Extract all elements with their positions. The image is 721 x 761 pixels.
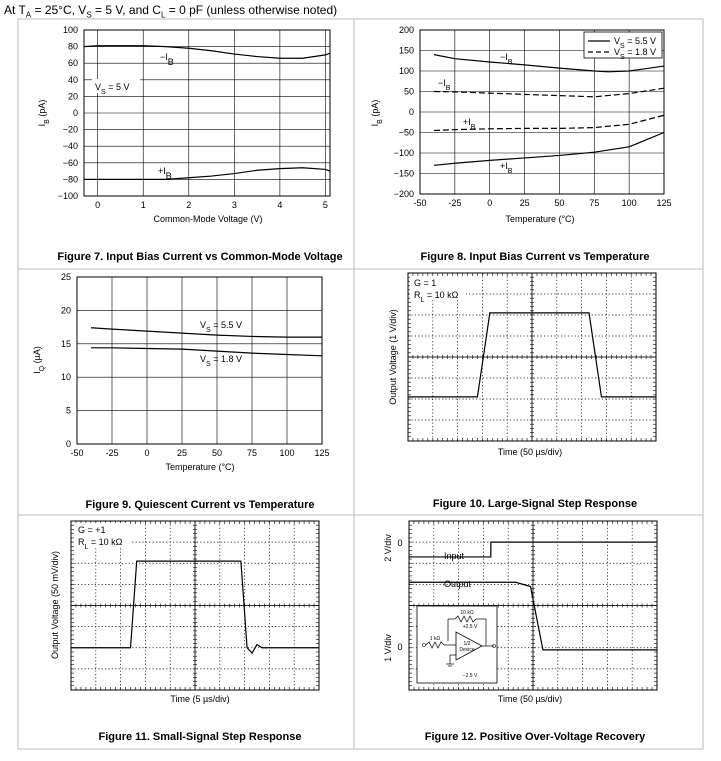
opamp-label: 1/2	[463, 641, 471, 647]
x-tick-label: 100	[621, 198, 637, 208]
x-axis-label: Time (50 µs/div)	[497, 447, 563, 457]
y-tick-label: 200	[398, 25, 414, 35]
chart-fig8	[370, 25, 672, 263]
y-tick-label: 25	[60, 272, 71, 282]
x-tick-label: 75	[589, 198, 600, 208]
x-tick-label: 2	[186, 200, 192, 210]
series-line	[434, 133, 664, 166]
chart-fig7	[37, 25, 343, 263]
y-axis-label: Output Voltage (1 V/div)	[388, 309, 398, 405]
series-label: $V_S = 1.8$ V	[200, 354, 242, 368]
x-tick-label: 0	[487, 198, 493, 208]
y-tick-label: 15	[60, 338, 71, 349]
zero-marker: 0	[397, 538, 403, 548]
series-line	[434, 88, 664, 97]
y-axis-label: 1 V/div	[383, 634, 393, 662]
series-label: $+I_B$	[500, 161, 513, 175]
y-tick-label: 10	[60, 372, 71, 383]
y-tick-label: −20	[62, 124, 78, 135]
x-tick-label: 125	[656, 198, 672, 208]
y-tick-label: 40	[67, 74, 78, 85]
label-plus-ib: $+I_B$	[158, 166, 172, 181]
x-axis-label: Time (50 µs/div)	[497, 694, 563, 704]
x-tick-label: -50	[413, 198, 427, 208]
chart-fig12	[383, 521, 657, 743]
x-tick-label: 5	[322, 200, 328, 210]
chart-fig10	[388, 273, 656, 510]
annotation-load: $R_L = 10$ kΩ	[414, 290, 459, 304]
y-tick-label: 80	[67, 41, 78, 52]
figure-caption: Figure 12. Positive Over-Voltage Recovery	[424, 731, 646, 743]
series-label: $-I_B$	[438, 78, 451, 92]
page-header: At $T_A = 25^\circ C$, $V_S = 5$ V, and $C_L = 0$ pF (unless otherwise noted)	[4, 3, 338, 20]
x-tick-label: 1	[140, 200, 146, 210]
series-line	[84, 46, 330, 58]
figure-caption: Figure 7. Input Bias Current vs Common-Mode Voltage	[57, 251, 343, 263]
x-tick-label: 25	[176, 448, 188, 458]
x-tick-label: 75	[246, 448, 258, 458]
x-tick-label: 0	[95, 200, 101, 210]
x-tick-label: -25	[448, 198, 462, 208]
y-tick-label: −100	[57, 191, 78, 201]
series-line	[91, 348, 322, 356]
series-label: $+I_B$	[463, 117, 476, 131]
trace-label-output: Output	[444, 579, 472, 589]
figure-caption: Figure 11. Small-Signal Step Response	[98, 731, 302, 743]
zero-marker: 0	[397, 642, 403, 652]
x-axis-label: Temperature (°C)	[505, 214, 575, 224]
y-tick-label: −150	[393, 168, 414, 179]
y-tick-label: −40	[62, 141, 78, 152]
series-line	[84, 168, 330, 180]
label-minus-ib: $-I_B$	[160, 52, 174, 67]
series-label: $V_S = 5.5$ V	[200, 320, 242, 334]
trace-label-input: Input	[444, 551, 465, 561]
x-axis-label: Temperature (°C)	[165, 462, 235, 472]
annotation-load: $R_L = 10$ kΩ	[78, 537, 123, 551]
y-tick-label: 50	[403, 86, 414, 97]
figure-caption: Figure 10. Large-Signal Step Response	[432, 498, 638, 510]
y-tick-label: 0	[72, 108, 78, 118]
x-tick-label: 4	[277, 200, 283, 210]
sheet-border	[18, 19, 703, 749]
y-tick-label: 100	[398, 66, 414, 76]
x-tick-label: 3	[231, 200, 237, 210]
y-tick-label: 5	[65, 405, 71, 416]
annotation-gain: G = +1	[78, 525, 106, 535]
x-tick-label: 125	[314, 448, 330, 458]
y-axis-label: $I_Q$ (µA)	[32, 346, 46, 374]
chart-fig9	[32, 272, 330, 511]
y-tick-label: 0	[408, 107, 414, 117]
annotation-gain: G = 1	[414, 278, 437, 288]
x-axis-label: Time (5 µs/div)	[170, 694, 230, 704]
y-tick-label: 0	[65, 439, 71, 449]
x-tick-label: 50	[211, 448, 223, 458]
figure-caption: Figure 9. Quiescent Current vs Temperature	[85, 499, 315, 511]
x-axis-label: Common-Mode Voltage (V)	[153, 214, 263, 224]
y-axis-label: Output Voltage (50 mV/div)	[50, 550, 60, 660]
figure-caption: Figure 8. Input Bias Current vs Temperature	[420, 251, 650, 263]
series-label: $-I_B$	[500, 52, 513, 66]
y-tick-label: −50	[398, 127, 414, 138]
y-tick-label: 100	[62, 25, 78, 35]
x-tick-label: 100	[279, 448, 295, 458]
supply-label: +2.5 V	[462, 624, 478, 630]
resistor-label: 10 kΩ	[460, 610, 474, 616]
y-tick-label: 20	[60, 305, 71, 316]
legend-entry: $V_S = 1.8$ V	[614, 47, 656, 61]
resistor-label: 1 kΩ	[429, 636, 441, 642]
y-tick-label: −80	[62, 174, 78, 185]
y-axis-label: $I_B$ (pA)	[37, 99, 51, 127]
x-tick-label: 25	[519, 198, 530, 208]
y-tick-label: 150	[398, 45, 414, 56]
y-axis-label: 2 V/div	[383, 534, 393, 562]
supply-label: −2.5 V	[462, 673, 478, 679]
y-tick-label: −100	[393, 148, 414, 158]
inset-schematic	[417, 606, 497, 683]
chart-fig11	[50, 521, 319, 743]
y-tick-label: −60	[62, 157, 78, 168]
y-axis-label: $I_B$ (pA)	[370, 99, 384, 127]
legend-entry: $V_S = 5.5$ V	[614, 36, 656, 50]
x-tick-label: -25	[105, 448, 119, 458]
opamp-label: Device	[459, 647, 475, 653]
annotation-vs: $V_S = 5$ V	[95, 82, 130, 96]
y-tick-label: 20	[67, 91, 78, 102]
x-tick-label: -50	[70, 448, 84, 458]
y-tick-label: 60	[67, 58, 78, 69]
x-tick-label: 50	[554, 198, 565, 208]
legend	[584, 32, 662, 61]
x-tick-label: 0	[144, 448, 150, 458]
y-tick-label: −200	[393, 189, 414, 199]
